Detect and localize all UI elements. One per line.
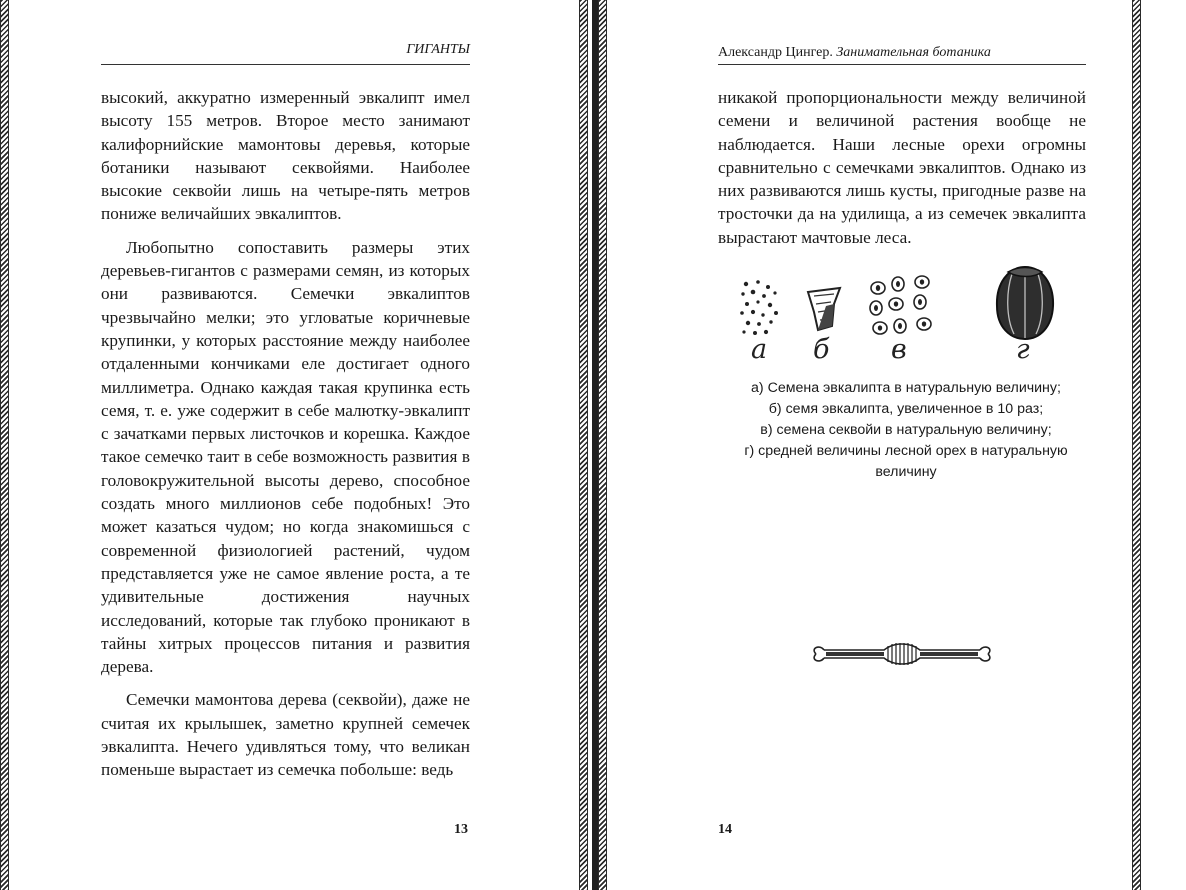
paragraph-continued: никакой пропорциональности между величиной семени и величиной растения вообще не наблюдается. Наши лесные орехи огромны сравнительно с семечками эвкалиптов. Однако из них развиваются лишь кусты, пригодные разве на тросточки да на удилища, а из семечек эвкалипта вырастают мачтовые леса. [718, 88, 1086, 247]
figure-label-a: а [751, 334, 768, 365]
right-page [598, 0, 1186, 890]
paragraph-1: высокий, аккуратно измеренный эвкалипт имел высоту 155 метров. Второе место занимают калифорнийские мамонтовы деревья, которые ботаники называют секвойями. Наиболее высокие секвойи лишь на четыре-пять метров пониже величайших эвкалиптов. [101, 88, 470, 224]
hazelnut-icon [990, 264, 1060, 342]
sequoia-seeds-icon [866, 274, 938, 338]
paragraph-2: Любопытно сопоставить размеры этих деревьев-гигантов с размерами семян, из которых они развиваются. Семечки эвкалиптов чрезвычайно мелки; это угловатые коричневые крупинки, у которых расстояние между наиболее отдаленными кончиками еле достигает одного миллиметра. Однако каждая такая крупинка есть семя, т. е. уже содержит в себе малютку-эвкалипт с зачатками первых листочков и корешка. Каждое такое семечко таит в себе возможность развития в головокружительной высоты дерево, способное создать много миллионов себе подобных! Это может казаться чудом; но когда знакомишься с современной физиологией растений, чудом представляется уже не самое явление роста, а те удивительные достижения научных исследований, которые так глубоко проникают в тайны хитрых процессов питания и развития дерева. [101, 237, 470, 677]
page-number-right: 14 [718, 822, 732, 837]
caption-line-b: б) семя эвкалипта, увеличенное в 10 раз; [768, 401, 1044, 417]
eucalyptus-seeds-icon [738, 278, 784, 338]
figure-label-b: б [813, 334, 830, 365]
left-spine-border-ornament [579, 0, 588, 890]
magnified-seed-icon [804, 286, 844, 332]
header-rule [101, 64, 470, 65]
figure-label-g: г [1016, 334, 1030, 365]
header-rule [718, 64, 1086, 65]
running-head-chapter: ГИГАНТЫ [406, 42, 470, 57]
right-body-text [718, 86, 1086, 249]
caption-line-a: а) Семена эвкалипта в натуральную величину; [751, 380, 1061, 396]
running-head-title: Занимательная ботаника [836, 45, 991, 60]
running-head-author: Александр Цингер. [718, 45, 833, 60]
figure-label-v: в [891, 334, 907, 365]
page-number-left: 13 [454, 822, 468, 837]
left-body-text [101, 86, 470, 782]
right-page-border-ornament [1132, 0, 1141, 890]
right-spine-border-ornament [598, 0, 607, 890]
paragraph-3: Семечки мамонтова дерева (секвойи), даже не считая их крылышек, заметно крупней семечек эвкалипта. Нечего удивляться тому, что великан поменьше вырастает из семечка побольше: ведь [101, 690, 470, 780]
caption-line-g: г) средней величины лесной орех в натуральную величину [744, 443, 1068, 480]
decorative-vignette-icon [806, 640, 998, 668]
left-page-border-ornament [0, 0, 9, 890]
caption-line-v: в) семена секвойи в натуральную величину; [760, 422, 1052, 438]
running-head-book [718, 45, 991, 61]
figure-caption [716, 378, 1096, 483]
